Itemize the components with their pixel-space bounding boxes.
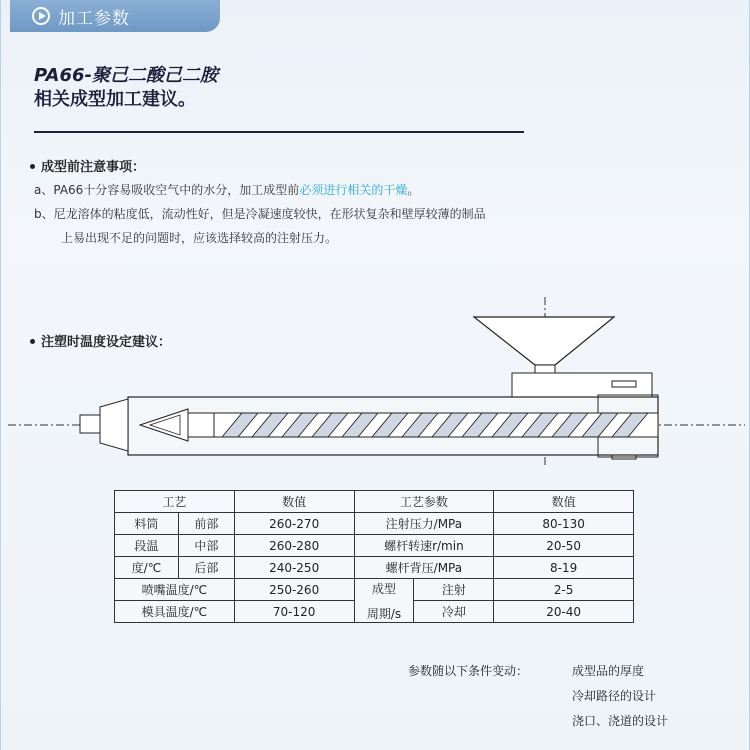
hopper-funnel: [474, 317, 614, 365]
table-cell: 后部: [178, 557, 234, 579]
check-ring: [188, 413, 214, 437]
process-parameter-table: [114, 490, 634, 623]
table-header-cell: 工艺参数: [354, 491, 494, 513]
table-cell: 20-50: [494, 535, 634, 557]
table-cell: 前部: [178, 513, 234, 535]
note-item-b-line2: 上易出现不足的问题时，应该选择较高的注射压力。: [61, 231, 338, 245]
table-cell: 注射压力/MPa: [354, 513, 494, 535]
footer-item-3: 浇口、浇道的设计: [572, 714, 669, 728]
table-cell: 模具温度/℃: [115, 601, 235, 623]
table-cell: 240-250: [234, 557, 354, 579]
table-cell: 260-270: [234, 513, 354, 535]
title-line-1: PA66-聚己二酸己二胺: [34, 65, 218, 86]
section-tab[interactable]: [10, 0, 220, 32]
table-row: [115, 535, 634, 557]
table-cell: 260-280: [234, 535, 354, 557]
table-cell: 20-40: [494, 601, 634, 623]
temperature-heading-text: 注塑时温度设定建议：: [41, 335, 172, 350]
table-cell: [354, 579, 414, 623]
table-cell: 冷却: [414, 601, 494, 623]
note-a-text: a、PA66十分容易吸收空气中的水分，加工成型前: [34, 183, 300, 197]
page-title: [34, 64, 514, 112]
table-cell: 螺杆转速r/min: [354, 535, 494, 557]
feed-slot-top: [612, 381, 636, 387]
table-cell: 螺杆背压/MPa: [354, 557, 494, 579]
footer-item-2: 冷却路径的设计: [572, 689, 657, 703]
table-header-cell: 数值: [234, 491, 354, 513]
nozzle-body: [100, 399, 128, 451]
table-cell: 段温: [115, 535, 179, 557]
table-cell: 250-260: [234, 579, 354, 601]
note-item-b-line1: b、尼龙溶体的粘度低，流动性好，但是冷凝速度较快，在形状复杂和壁厚较薄的制品: [34, 207, 486, 221]
title-line-2: 相关成型加工建议。: [34, 89, 196, 110]
table-row: [115, 513, 634, 535]
note-a-suffix: 。: [407, 183, 420, 197]
table-cell: 中部: [178, 535, 234, 557]
note-item-a: [34, 179, 419, 201]
table-row: [115, 557, 634, 579]
table-cell: 喷嘴温度/℃: [115, 579, 235, 601]
note-a-highlight: 必须进行相关的干燥: [299, 183, 408, 197]
nozzle-tip: [80, 415, 100, 433]
injection-machine-diagram: [0, 295, 750, 475]
footer-item-1: 成型品的厚度: [572, 664, 645, 678]
table-header-row: [115, 491, 634, 513]
play-icon: [32, 7, 50, 25]
pre-molding-heading-text: 成型前注意事项：: [41, 160, 146, 175]
table-cell: 度/℃: [115, 557, 179, 579]
footer-intro: 参数随以下条件变动：: [408, 664, 529, 678]
title-divider: [34, 131, 524, 133]
cycle-label-1: 成型: [371, 581, 396, 596]
table-cell: 70-120: [234, 601, 354, 623]
table-row: [115, 579, 634, 601]
table-cell: 8-19: [494, 557, 634, 579]
pre-molding-heading: [28, 156, 145, 175]
cycle-label-2: 周期/s: [366, 606, 402, 621]
bullet-icon: [30, 164, 35, 169]
table-cell: 料筒: [115, 513, 179, 535]
table-header-cell: 数值: [494, 491, 634, 513]
table-cell: 80-130: [494, 513, 634, 535]
table-cell: 注射: [414, 579, 494, 601]
table-cell: 2-5: [494, 579, 634, 601]
section-tab-label: 加工参数: [58, 8, 130, 29]
table-header-cell: 工艺: [115, 491, 235, 513]
